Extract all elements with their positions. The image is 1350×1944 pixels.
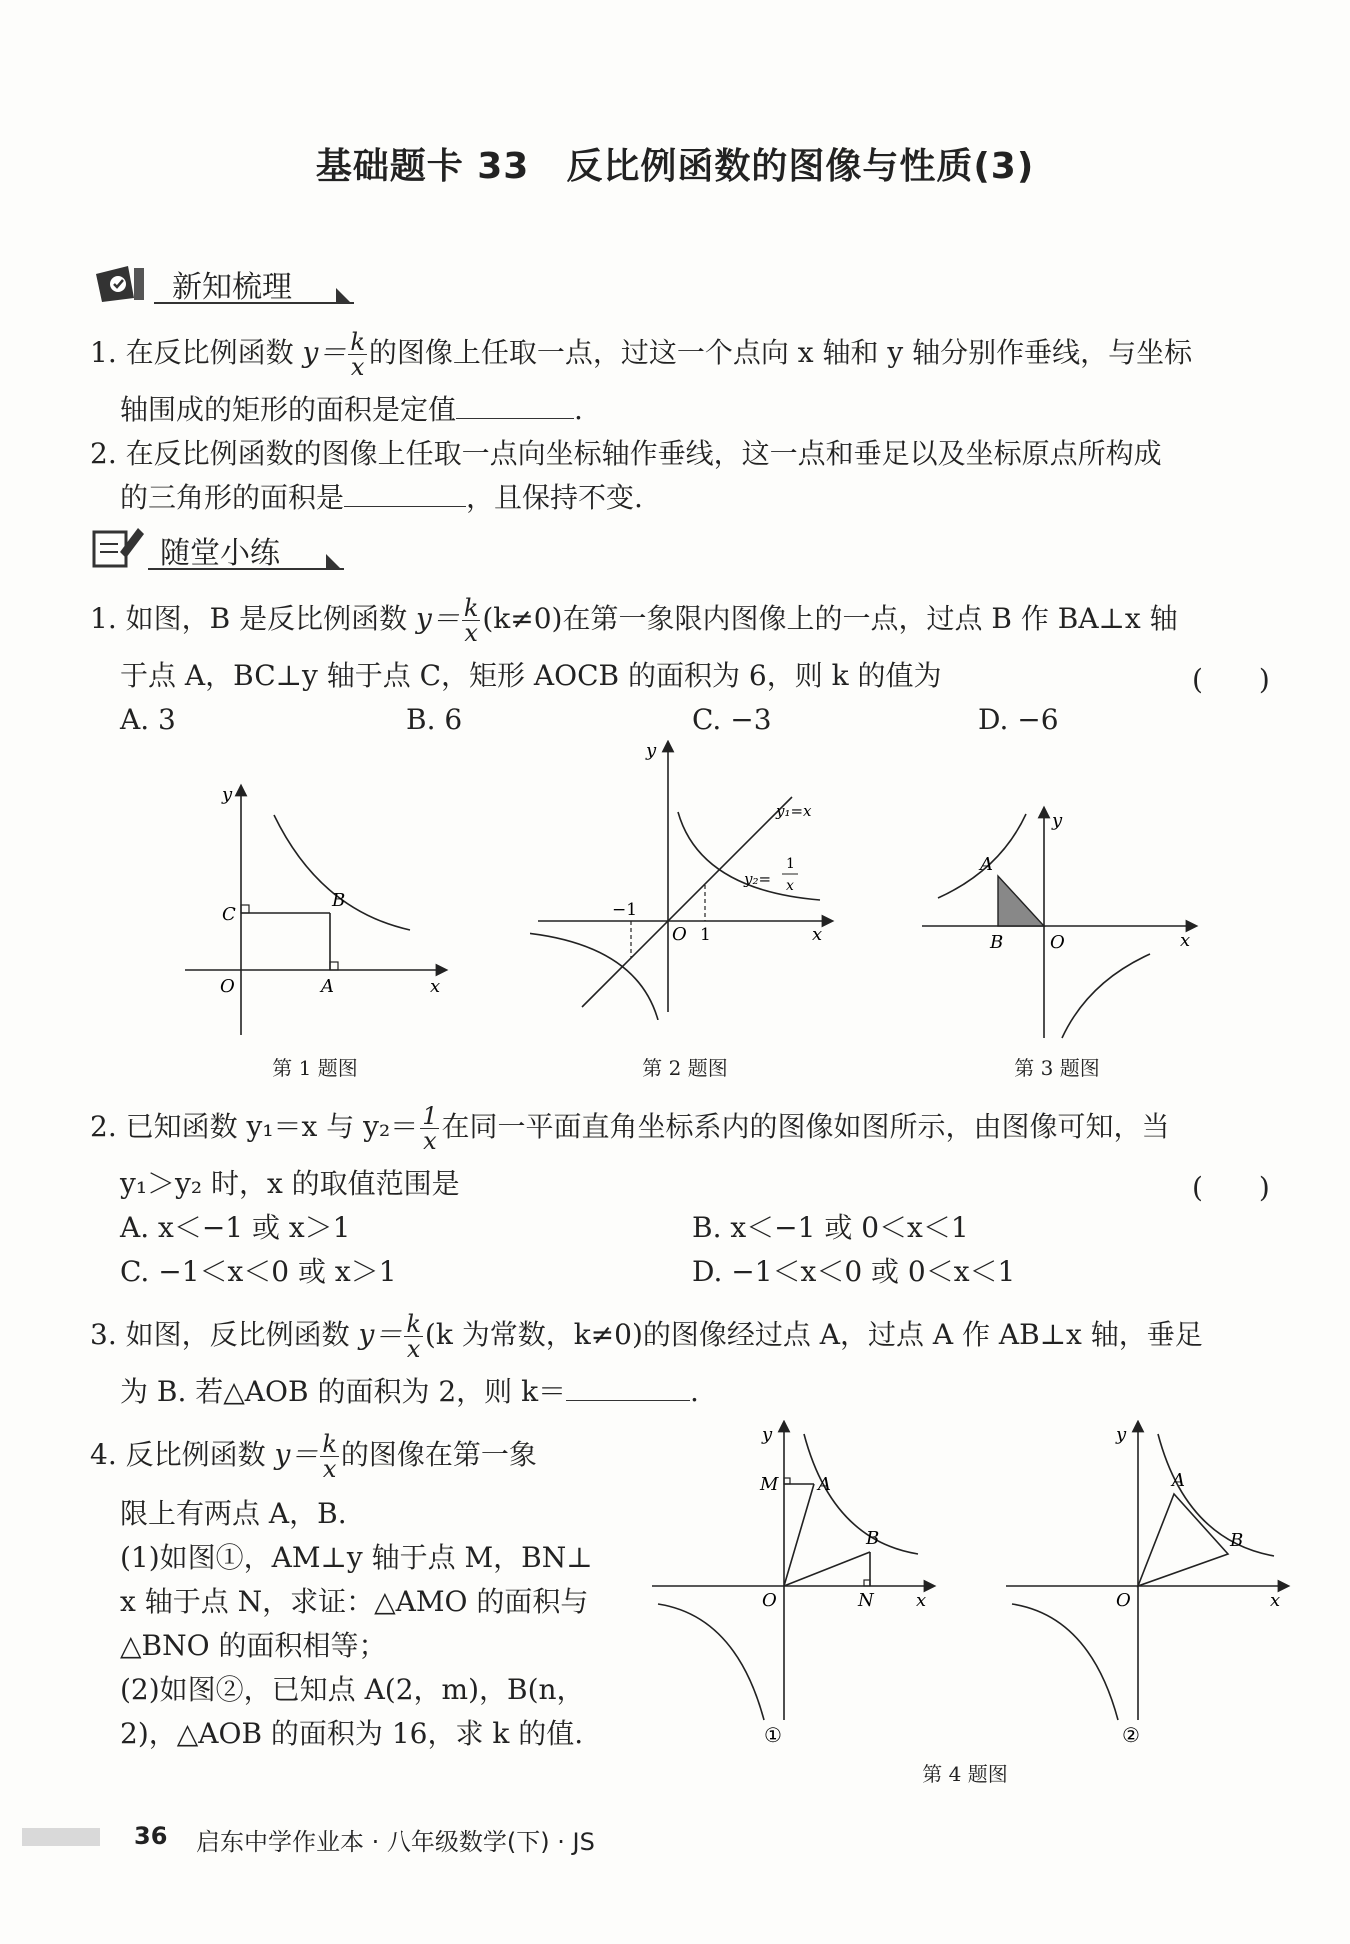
section-title-practice: 随堂小练 xyxy=(160,536,280,571)
knowledge-item-1: 1. 在反比例函数 y＝ $\frac{k}{x}$ 的图像上任取一点，过这一个点向 x 轴和 y 轴分别作垂线，与坐标 xyxy=(90,328,1193,381)
answer-blank[interactable] xyxy=(566,1374,690,1401)
practice-q1: 1. 如图，B 是反比例函数 y＝ $\frac{k}{x}$ (k≠0)在第一象限内图像上的一点，过点 B 作 BA⊥x 轴 xyxy=(90,594,1178,647)
point-label-a: A xyxy=(980,854,993,875)
option-d[interactable]: D. −6 xyxy=(978,703,1059,736)
point-label-m: M xyxy=(760,1474,779,1495)
answer-paren[interactable]: ( ) xyxy=(1192,1171,1270,1204)
point-label-b: B xyxy=(1230,1530,1244,1551)
answer-blank[interactable] xyxy=(456,392,574,419)
option-c[interactable]: C. −3 xyxy=(692,703,772,736)
option-a[interactable]: A. 3 xyxy=(120,703,176,736)
triangle-marker-icon xyxy=(326,554,342,570)
practice-q3: 3. 如图，反比例函数 y＝ $\frac{k}{x}$ (k 为常数，k≠0)的图像经过点 A，过点 A 作 AB⊥x 轴，垂足 xyxy=(90,1310,1203,1363)
practice-q4-line: x 轴于点 N，求证：△AMO 的面积与 xyxy=(120,1585,589,1618)
figure-4-1 xyxy=(648,1420,938,1750)
origin-label: O xyxy=(220,976,235,997)
figure-number-2: ② xyxy=(1122,1723,1140,1747)
practice-q4-line: △BNO 的面积相等； xyxy=(120,1629,387,1662)
triangle-marker-icon xyxy=(336,288,352,304)
origin-label: O xyxy=(1050,932,1065,953)
axis-label-y: y xyxy=(646,740,657,761)
figure-number-1: ① xyxy=(764,1723,782,1747)
option-a[interactable]: A. x＜−1 或 x＞1 xyxy=(120,1211,351,1244)
figure-4-caption: 第 4 题图 xyxy=(922,1762,1008,1786)
section-header-practice xyxy=(90,522,346,570)
practice-q1-cont: 于点 A，BC⊥y 轴于点 C，矩形 AOCB 的面积为 6，则 k 的值为 xyxy=(120,659,942,692)
origin-label: O xyxy=(1116,1590,1131,1611)
pencil-notebook-icon xyxy=(90,522,146,568)
series-label-y2-num: 1 xyxy=(786,856,795,872)
figure-3 xyxy=(918,800,1208,1040)
origin-label: O xyxy=(672,924,687,945)
page-title: 基础题卡 33 反比例函数的图像与性质(3) xyxy=(315,146,1035,187)
knowledge-item-2: 2. 在反比例函数的图像上任取一点向坐标轴作垂线，这一点和垂足以及坐标原点所构成 xyxy=(90,437,1162,470)
practice-q2-cont: y₁＞y₂ 时，x 的取值范围是 xyxy=(120,1167,460,1200)
figure-1 xyxy=(170,780,460,1040)
axis-label-x: x xyxy=(916,1590,927,1611)
point-label-a: A xyxy=(818,1474,831,1495)
point-label-b: B xyxy=(990,932,1004,953)
footer-bar xyxy=(22,1828,100,1846)
point-label-b: B xyxy=(332,890,346,911)
section-title-knowledge: 新知梳理 xyxy=(172,270,292,305)
point-label-b: B xyxy=(866,1528,880,1549)
point-label-n: N xyxy=(858,1590,874,1611)
book-title: 启东中学作业本 · 八年级数学(下) · JS xyxy=(196,1828,595,1856)
option-b[interactable]: B. x＜−1 或 0＜x＜1 xyxy=(692,1211,969,1244)
figure-2-caption: 第 2 题图 xyxy=(642,1056,728,1080)
series-label-y2: y₂= xyxy=(744,870,772,888)
axis-label-y: y xyxy=(762,1424,773,1445)
tick-label-1: 1 xyxy=(700,925,711,945)
origin-label: O xyxy=(762,1590,777,1611)
practice-q4-line: (2)如图②，已知点 A(2，m)，B(n， xyxy=(120,1673,585,1706)
notebook-icon xyxy=(92,258,152,304)
point-label-a: A xyxy=(1172,1470,1185,1491)
figure-2 xyxy=(530,740,840,1020)
axis-label-y: y xyxy=(1116,1424,1127,1445)
practice-q4-line: (1)如图①，AM⊥y 轴于点 M，BN⊥ xyxy=(120,1541,593,1574)
knowledge-item-2-cont: 的三角形的面积是 ，且保持不变. xyxy=(120,481,643,514)
answer-blank[interactable] xyxy=(344,480,466,507)
axis-label-x: x xyxy=(1270,1590,1281,1611)
practice-q2: 2. 已知函数 y₁＝x 与 y₂＝ $\frac{1}{x}$ 在同一平面直角坐标系内的图像如图所示，由图像可知，当 xyxy=(90,1102,1170,1155)
page-number: 36 xyxy=(134,1822,168,1850)
practice-q4-line: 2)，△AOB 的面积为 16，求 k 的值. xyxy=(120,1717,584,1750)
answer-paren[interactable]: ( ) xyxy=(1192,663,1270,696)
point-label-a: A xyxy=(321,976,334,997)
figure-1-caption: 第 1 题图 xyxy=(272,1056,358,1080)
axis-label-x: x xyxy=(1180,930,1191,951)
axis-label-x: x xyxy=(812,924,823,945)
series-label-y1: y₁=x xyxy=(776,802,812,820)
knowledge-item-1-cont: 轴围成的矩形的面积是定值 . xyxy=(120,393,583,426)
figure-4-2 xyxy=(1002,1420,1292,1750)
tick-label-neg1: −1 xyxy=(612,900,638,920)
section-header-knowledge xyxy=(92,258,354,304)
axis-label-y: y xyxy=(222,784,233,805)
practice-q4: 4. 反比例函数 y＝ $\frac{k}{x}$ 的图像在第一象 xyxy=(90,1430,537,1483)
option-c[interactable]: C. −1＜x＜0 或 x＞1 xyxy=(120,1255,397,1288)
axis-label-x: x xyxy=(430,976,441,997)
option-b[interactable]: B. 6 xyxy=(406,703,463,736)
point-label-c: C xyxy=(222,904,236,925)
axis-label-y: y xyxy=(1052,810,1063,831)
practice-q4-line: 限上有两点 A，B. xyxy=(120,1497,347,1530)
practice-q3-cont: 为 B. 若△AOB 的面积为 2，则 k＝ . xyxy=(120,1375,699,1408)
series-label-y2-den: x xyxy=(786,878,794,894)
figure-3-caption: 第 3 题图 xyxy=(1014,1056,1100,1080)
option-d[interactable]: D. −1＜x＜0 或 0＜x＜1 xyxy=(692,1255,1016,1288)
